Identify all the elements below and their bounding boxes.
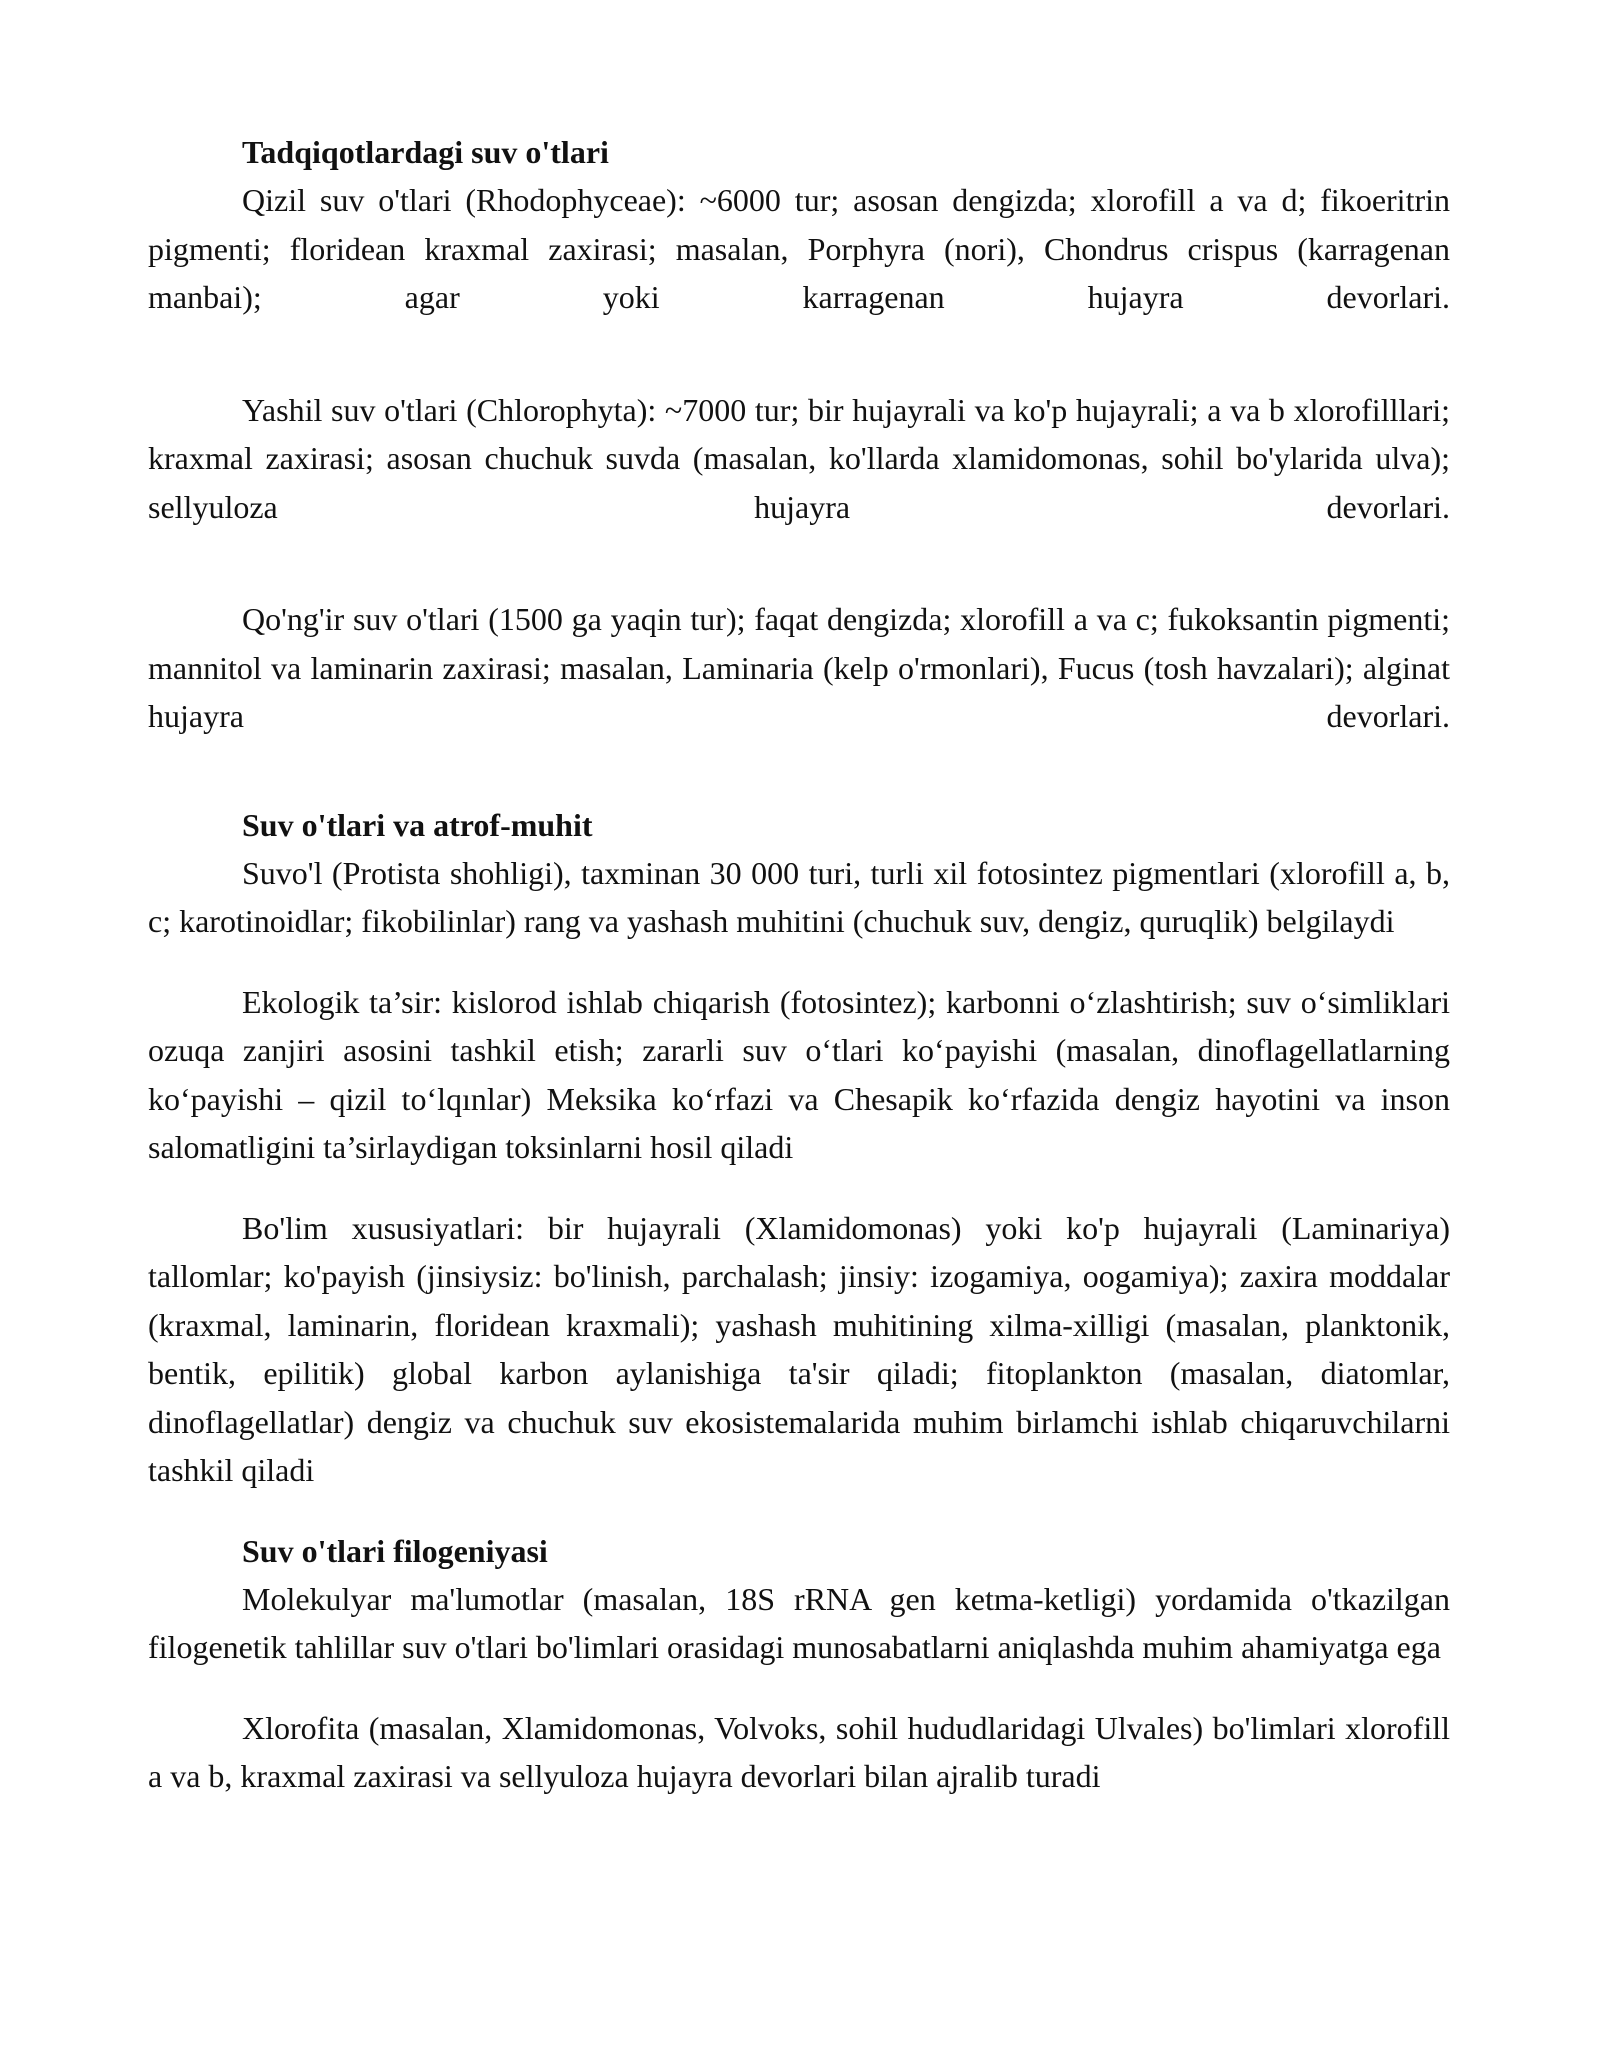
document-page — [148, 128, 1450, 1801]
paragraph-spacer — [148, 322, 1450, 386]
paragraph: Suvo'l (Protista shohligi), taxminan 30 000 turi, turli xil fotosintez pigmentlari (xlorofill a, b, c; karotinoidlar; fikobilinlar) rang va yashash muhitini (chuchuk suv, dengiz, quruqlik) belgilaydi — [148, 854, 1450, 939]
paragraph: Ekologik ta’sir: kislorod ishlab chiqarish (fotosintez); karbonni o‘zlashtirish; suv o‘simliklari ozuqa zanjiri asosini tashkil etish; zararli suv o‘tlari ko‘payishi (masalan, dinoflagellatlarning ko‘payishi – qizil to‘lqınlar) Meksika ko‘rfazi va Chesapik ko‘rfazida dengiz hayotini va inson salomatligini ta’sirlaydigan toksinlarni hosil qiladi — [148, 983, 1450, 1165]
section-heading: Tadqiqotlardagi suv o'tlari — [242, 134, 609, 170]
section-spacer — [148, 741, 1450, 801]
section-spacer — [148, 1495, 1450, 1527]
section-heading: Suv o'tlari filogeniyasi — [242, 1532, 548, 1569]
paragraph-spacer — [148, 946, 1450, 978]
paragraph: Qizil suv o'tlari (Rhodophyceae): ~6000 tur; asosan dengizda; xlorofill a va d; fikoeritrin pigmenti; floridean kraxmal zaxirasi; masalan, Porphyra (nori), Chondrus crispus (karragenan manbai); agar yoki karragenan hujayra devorlari. — [148, 182, 1450, 315]
paragraph: Molekulyar ma'lumotlar (masalan, 18S rRNA gen ketma-ketligi) yordamida o'tkazilgan filogenetik tahlillar suv o'tlari bo'limlari orasidagi munosabatlarni aniqlashda muhim ahamiyatga ega — [148, 1580, 1450, 1665]
paragraph-spacer — [148, 1672, 1450, 1704]
paragraph-spacer — [148, 531, 1450, 595]
paragraph: Xlorofita (masalan, Xlamidomonas, Volvoks, sohil hududlaridagi Ulvales) bo'limlari xlorofill a va b, kraxmal zaxirasi va sellyuloza hujayra devorlari bilan ajralib turadi — [148, 1709, 1450, 1794]
paragraph: Yashil suv o'tlari (Chlorophyta): ~7000 tur; bir hujayrali va ko'p hujayrali; a va b xlorofilllari; kraxmal zaxirasi; asosan chuchuk suvda (masalan, ko'llarda xlamidomonas, sohil bo'ylarida ulva); sellyuloza hujayra devorlari. — [148, 391, 1450, 525]
section-heading: Suv o'tlari va atrof-muhit — [242, 806, 593, 843]
paragraph-spacer — [148, 1172, 1450, 1204]
paragraph: Qo'ng'ir suv o'tlari (1500 ga yaqin tur); faqat dengizda; xlorofill a va c; fukoksantin pigmenti; mannitol va laminarin zaxirasi; masalan, Laminaria (kelp o'rmonlari), Fucus (tosh havzalari); alginat hujayra devorlari. — [148, 601, 1450, 734]
paragraph: Bo'lim xususiyatlari: bir hujayrali (Xlamidomonas) yoki ko'p hujayrali (Laminariya) tallomlar; ko'payish (jinsiysiz: bo'linish, parchalash; jinsiy: izogamiya, oogamiya); zaxira moddalar (kraxmal, laminarin, floridean kraxmali); yashash muhitining xilma-xilligi (masalan, planktonik, bentik, epilitik) global karbon aylanishiga ta'sir qiladi; fitoplankton (masalan, diatomlar, dinoflagellatlar) dengiz va chuchuk suv ekosistemalarida muhim birlamchi ishlab chiqaruvchilarni tashkil qiladi — [148, 1209, 1450, 1488]
